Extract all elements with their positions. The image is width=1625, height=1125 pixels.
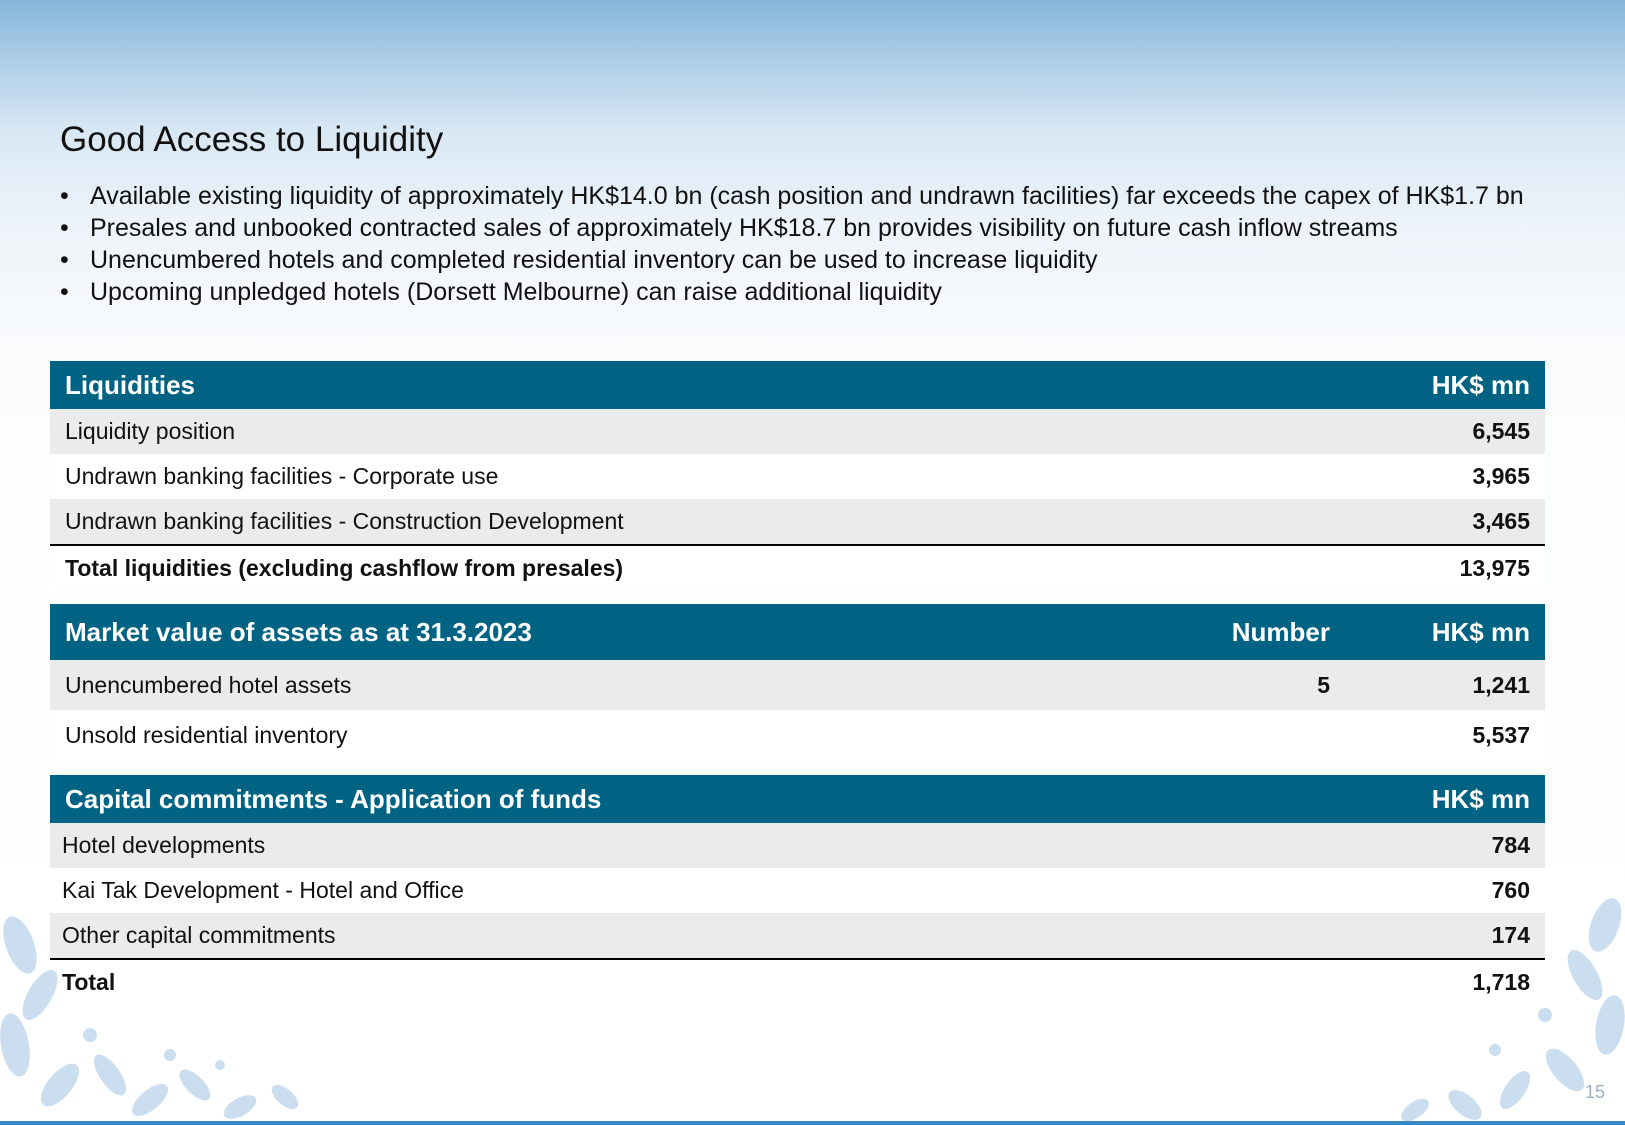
- bullet-item: [60, 180, 1530, 212]
- table-row: [50, 868, 1545, 913]
- table-row: [50, 454, 1545, 499]
- bullet-icon: •: [60, 246, 69, 274]
- bullet-text: Available existing liquidity of approximately HK$14.0 bn (cash position and undrawn facilities) far exceeds the capex of HK$1.7 bn: [90, 182, 1524, 210]
- header-label: Liquidities: [65, 369, 195, 400]
- header-label: Market value of assets as at 31.3.2023: [65, 616, 532, 647]
- row-label: Hotel developments: [62, 832, 266, 858]
- row-label: Undrawn banking facilities - Construction Development: [65, 508, 624, 534]
- row-label: Unencumbered hotel assets: [65, 671, 352, 698]
- header-unit: HK$ mn: [1431, 783, 1530, 814]
- table-row: [50, 660, 1545, 710]
- bullet-icon: •: [60, 214, 69, 242]
- row-value: 5,537: [1472, 721, 1530, 748]
- row-value: 3,965: [1472, 463, 1530, 489]
- capital-commitments-table: [50, 775, 1545, 1004]
- table-row: [50, 409, 1545, 454]
- bullet-item: [60, 244, 1530, 276]
- header-number: Number: [1231, 616, 1330, 647]
- bullet-text: Presales and unbooked contracted sales of approximately HK$18.7 bn provides visibility on future cash inflow streams: [90, 214, 1398, 242]
- bullet-text: Unencumbered hotels and completed residential inventory can be used to increase liquidity: [90, 246, 1098, 274]
- header-unit: HK$ mn: [1431, 616, 1530, 647]
- table-row: [50, 499, 1545, 544]
- bullet-item: [60, 276, 1530, 308]
- row-label: Undrawn banking facilities - Corporate use: [65, 463, 499, 489]
- bottom-accent-strip: [0, 1121, 1625, 1125]
- bullet-text: Upcoming unpledged hotels (Dorsett Melbourne) can raise additional liquidity: [90, 278, 942, 306]
- table-row: [50, 823, 1545, 868]
- total-label: Total liquidities (excluding cashflow from presales): [65, 554, 624, 581]
- table-header: [50, 361, 1545, 409]
- header-label: Capital commitments - Application of funds: [65, 783, 602, 814]
- row-value: 3,465: [1472, 508, 1530, 534]
- row-label: Other capital commitments: [62, 922, 336, 948]
- row-label: Kai Tak Development - Hotel and Office: [62, 877, 464, 903]
- row-label: Unsold residential inventory: [65, 721, 348, 748]
- bullet-icon: •: [60, 182, 69, 210]
- row-value: 6,545: [1472, 418, 1530, 444]
- row-value: 1,241: [1472, 671, 1530, 698]
- table-row: [50, 710, 1545, 760]
- slide-title: Good Access to Liquidity: [60, 120, 444, 159]
- bullet-item: [60, 212, 1530, 244]
- total-label: Total: [62, 968, 116, 995]
- market-value-table: [50, 604, 1545, 760]
- row-value: 760: [1491, 877, 1530, 903]
- row-value: 174: [1491, 922, 1530, 948]
- table-header: [50, 775, 1545, 823]
- bullet-icon: •: [60, 278, 69, 306]
- total-row: [50, 544, 1545, 590]
- total-row: [50, 958, 1545, 1004]
- row-value: 784: [1491, 832, 1530, 858]
- row-label: Liquidity position: [65, 418, 236, 444]
- bullet-list: [60, 180, 1530, 308]
- total-value: 13,975: [1459, 554, 1530, 581]
- total-value: 1,718: [1472, 968, 1530, 995]
- table-row: [50, 913, 1545, 958]
- row-number: 5: [1317, 671, 1330, 698]
- table-header: [50, 604, 1545, 660]
- liquidities-table: [50, 361, 1545, 590]
- header-unit: HK$ mn: [1431, 369, 1530, 400]
- page-number: 15: [1584, 1082, 1605, 1102]
